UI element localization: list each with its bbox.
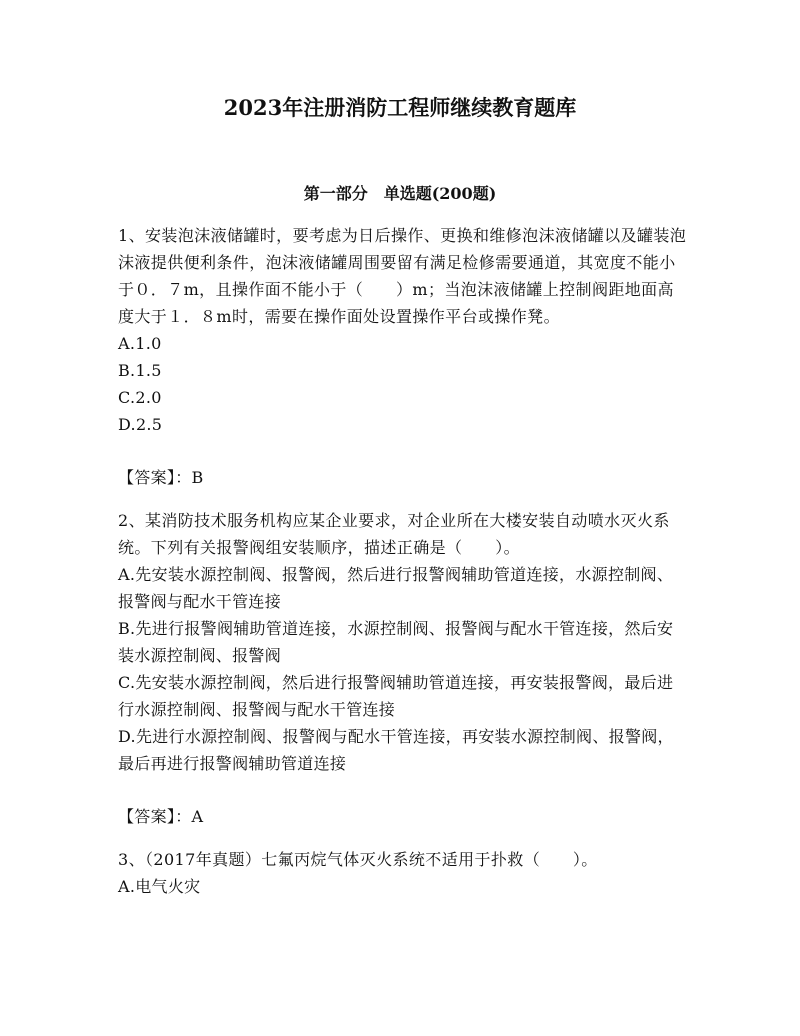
option-d: D.先进行水源控制阀、报警阀与配水干管连接，再安装水源控制阀、报警阀，最后再进行报警阀辅助管道连接 xyxy=(118,727,674,773)
question-list xyxy=(118,222,688,900)
option-c: C.2.0 xyxy=(118,388,162,407)
answer: 【答案】：A xyxy=(118,807,204,826)
option-b: B.1.5 xyxy=(118,361,162,380)
question-1 xyxy=(118,222,688,507)
option-a: A.先安装水源控制阀、报警阀，然后进行报警阀辅助管道连接，水源控制阀、报警阀与配水干管连接 xyxy=(118,565,674,611)
option-b: B.先进行报警阀辅助管道连接，水源控制阀、报警阀与配水干管连接，然后安装水源控制阀、报警阀 xyxy=(118,619,674,665)
question-text: 1、安装泡沫液储罐时，要考虑为日后操作、更换和维修泡沫液储罐以及罐装泡沫液提供便利条件，泡沫液储罐周围要留有满足检修需要通道，其宽度不能小于０．７m，且操作面不能小于（ ）m；当泡沫液储罐上控制阀距地面高度大于１．８m时，需要在操作面处设置操作平台或操作凳。 xyxy=(118,226,687,326)
question-2 xyxy=(118,507,688,846)
question-3 xyxy=(118,846,688,900)
option-d: D.2.5 xyxy=(118,415,163,434)
option-a: A.1.0 xyxy=(118,334,162,353)
option-c: C.先安装水源控制阀，然后进行报警阀辅助管道连接，再安装报警阀，最后进行水源控制阀、报警阀与配水干管连接 xyxy=(118,673,674,719)
question-text: 2、某消防技术服务机构应某企业要求，对企业所在大楼安装自动喷水灭火系统。下列有关报警阀组安装顺序，描述正确是（ ）。 xyxy=(118,511,670,557)
section-title: 第一部分 单选题(200题) xyxy=(303,184,497,203)
document-title: 2023年注册消防工程师继续教育题库 xyxy=(223,95,577,120)
option-a: A.电气火灾 xyxy=(118,877,201,896)
question-text: 3、（2017年真题）七氟丙烷气体灭火系统不适用于扑救（ ）。 xyxy=(118,850,598,869)
answer: 【答案】：B xyxy=(118,468,204,487)
